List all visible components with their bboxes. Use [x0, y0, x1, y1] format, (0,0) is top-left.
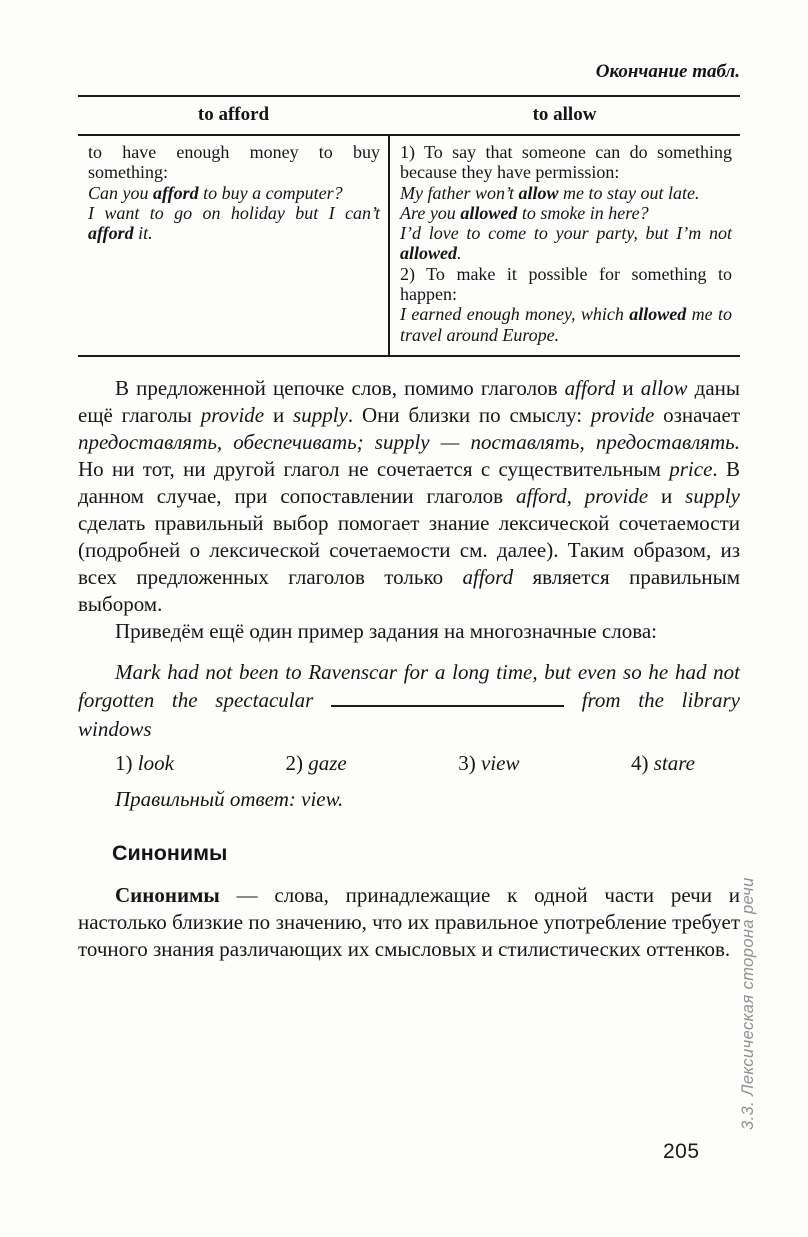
paragraph-synonyms-definition: Синонимы — слова, принадлежащие к одной части речи и настолько близкие по значению, что их правильное употребление требует точного знания различающих их смысловых и стилистических оттенков.	[78, 883, 740, 962]
afford-example-2: I want to go on holiday but I can’t afford it.	[88, 202, 380, 244]
allow-example-4: I earned enough money, which allowed me to travel around Europe.	[400, 304, 732, 345]
correct-answer-line: Правильный ответ: view.	[115, 787, 344, 812]
synonyms-heading: Синонимы	[112, 841, 228, 866]
column-header-to-allow: to allow	[389, 96, 740, 135]
option-3-view: 3) view	[458, 751, 520, 776]
column-header-to-afford: to afford	[78, 96, 389, 135]
afford-allow-table	[78, 95, 740, 357]
option-1-look: 1) look	[115, 751, 174, 776]
paragraph-verb-analysis: В предложенной цепочке слов, помимо глаголов afford и allow даны ещё глаголы provide и supply. Они близки по смыслу: provide означает предоставлять, обеспечивать; supply — поставлять, предоставлять. Но ни тот, ни другой глагол не сочетается с существительным price. В данном случае, при сопоставлении глаголов afford, provide и supply сделать правильный выбор помогает знание лексической сочетаемости (подробней о лексической сочетаемости см. далее). Таким образом, из всех предложенных глаголов только afford является правильным выбором.	[78, 375, 740, 616]
answer-options-row	[115, 750, 695, 777]
table-body-row	[78, 135, 740, 356]
chapter-sidebar-label: 3.3. Лексическая сторона речи	[739, 877, 757, 1130]
example-sentence: Mark had not been to Ravenscar for a long time, but even so he had not forgotten the spectacular from the library windows	[78, 659, 740, 741]
afford-definition-cell	[78, 135, 389, 356]
option-2-gaze: 2) gaze	[285, 751, 347, 776]
allow-definition-1: 1) To say that someone can do something because they have permission:	[400, 142, 732, 183]
option-4-stare: 4) stare	[630, 751, 695, 776]
page-content	[78, 60, 740, 963]
allow-definition-cell	[389, 135, 740, 356]
afford-example-1: Can you afford to buy a computer?	[88, 182, 343, 203]
table-continuation-note: Окончание табл.	[595, 61, 740, 82]
paragraph-example-intro: Приведём ещё один пример задания на многозначные слова:	[115, 618, 658, 643]
allow-example-2: Are you allowed to smoke in here?	[400, 202, 649, 223]
allow-example-1: My father won’t allow me to stay out late.	[400, 182, 700, 203]
page-number: 205	[663, 1140, 700, 1163]
afford-definition: to have enough money to buy something:	[88, 142, 380, 183]
allow-example-3: I’d love to come to your party, but I’m not allowed.	[400, 223, 732, 264]
allow-definition-2: 2) To make it possible for something to happen:	[400, 263, 732, 305]
table-header-row	[78, 96, 740, 135]
